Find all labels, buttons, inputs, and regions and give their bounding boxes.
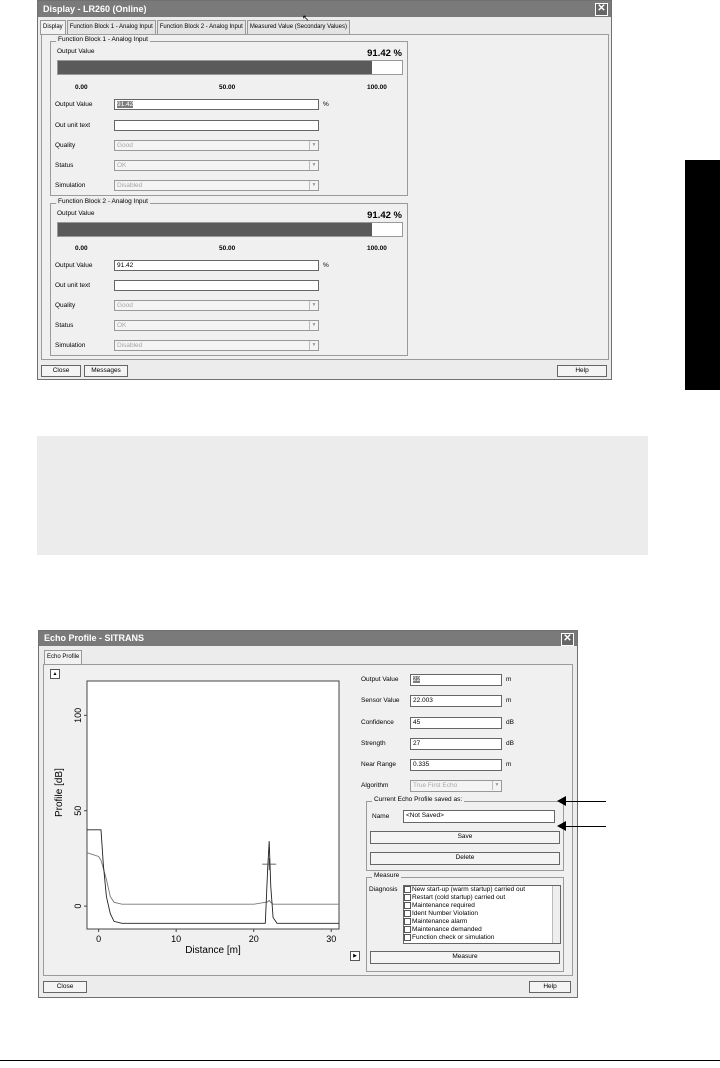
near-range-label: Near Range: [361, 761, 397, 768]
measure-legend: Measure: [374, 872, 400, 879]
out-unit-text-label: Out unit text: [55, 282, 91, 289]
diagnosis-item[interactable]: [404, 894, 560, 902]
chevron-down-icon: ▼: [309, 301, 318, 310]
algorithm-label: Algorithm: [361, 782, 389, 789]
chevron-down-icon: ▼: [309, 181, 318, 190]
tick-label: 100.00: [367, 84, 387, 91]
bar-value-text: 91.42 %: [367, 48, 402, 59]
status-value: OK: [117, 322, 127, 329]
strength-label: Strength: [361, 740, 386, 747]
x-axis-label: Distance [m]: [185, 945, 241, 956]
status-label: Status: [55, 322, 74, 329]
quality-value: Good: [117, 302, 133, 309]
strength-field[interactable]: 27: [410, 738, 502, 750]
output-value-text: 91.42: [117, 101, 134, 108]
saved-profile-group: [366, 796, 564, 871]
chevron-down-icon: ▼: [492, 781, 501, 790]
display-window-titlebar[interactable]: [38, 1, 611, 17]
output-value-label: Output Value: [55, 262, 93, 269]
diagnosis-text: Maintenance required: [412, 902, 475, 910]
output-value-label: Output Value: [361, 676, 399, 683]
simulation-select[interactable]: [114, 340, 319, 351]
bar-value-text: 91.42 %: [367, 210, 402, 221]
delete-callout-line: [562, 826, 606, 827]
diagnosis-scrollbar[interactable]: [552, 886, 560, 943]
algorithm-select[interactable]: [410, 780, 502, 792]
sensor-value-field[interactable]: 22.003: [410, 695, 502, 707]
output-value-bar-fill: [58, 61, 372, 74]
diagnosis-label: Diagnosis: [369, 886, 398, 893]
help-button[interactable]: Help: [529, 981, 571, 993]
side-tab: [685, 160, 720, 390]
simulation-label: Simulation: [55, 182, 86, 189]
echo-profile-chart[interactable]: [47, 673, 347, 973]
unit-label: m: [506, 676, 512, 683]
confidence-label: Confidence: [361, 719, 394, 726]
tick-label: 0.00: [75, 84, 88, 91]
tick-label: 0.00: [75, 245, 88, 252]
zoom-icon[interactable]: ▲: [50, 669, 60, 679]
delete-button[interactable]: Delete: [370, 852, 560, 865]
echo-panel: [43, 664, 573, 976]
diagnosis-item[interactable]: [404, 934, 560, 942]
output-value-text: 91.42: [117, 262, 134, 269]
checkbox-icon[interactable]: [404, 894, 411, 901]
bar-label: Output Value: [57, 210, 95, 217]
name-field[interactable]: <Not Saved>: [403, 810, 555, 823]
diagnosis-text: Ident Number Violation: [412, 909, 479, 917]
checkbox-icon[interactable]: [404, 918, 411, 925]
tick-label: 50.00: [219, 245, 236, 252]
close-button[interactable]: Close: [41, 365, 81, 377]
arrow-left-icon: [557, 821, 566, 831]
tab-display[interactable]: Display: [40, 20, 66, 35]
diagnosis-text: Function check or simulation: [412, 933, 495, 941]
x-tick-label: 30: [326, 934, 337, 944]
messages-button[interactable]: Messages: [84, 365, 128, 377]
status-value: OK: [117, 162, 127, 169]
zoom-end-icon[interactable]: ▶: [350, 951, 360, 961]
output-value-label: Output Value: [55, 101, 93, 108]
sensor-value-label: Sensor Value: [361, 697, 400, 704]
checkbox-icon[interactable]: [404, 886, 411, 893]
unit-label: %: [323, 262, 329, 269]
chevron-down-icon: ▼: [309, 321, 318, 330]
checkbox-icon[interactable]: [404, 910, 411, 917]
output-value-field[interactable]: [410, 674, 502, 686]
echo-profile-window: [38, 630, 578, 998]
x-tick-label: 0: [96, 934, 102, 944]
tick-label: 100.00: [367, 245, 387, 252]
diagnosis-text: Restart (cold startup) carried out: [412, 894, 506, 902]
arrow-left-icon: [557, 796, 566, 806]
x-tick-label: 10: [171, 934, 182, 944]
echo-window-titlebar[interactable]: [39, 631, 577, 646]
diagnosis-item[interactable]: [404, 926, 560, 934]
output-value-bar: [57, 222, 403, 237]
simulation-label: Simulation: [55, 342, 86, 349]
mouse-pointer-icon: ↖: [302, 13, 310, 23]
checkbox-icon[interactable]: [404, 902, 411, 909]
diagnosis-item[interactable]: [404, 886, 560, 894]
function-block-2-legend: Function Block 2 - Analog Input: [58, 198, 148, 205]
name-label: Name: [372, 813, 390, 820]
simulation-value: Disabled: [117, 342, 143, 349]
measure-button[interactable]: Measure: [370, 951, 560, 964]
simulation-value: Disabled: [117, 182, 143, 189]
diagnosis-item[interactable]: [404, 918, 560, 926]
close-button[interactable]: Close: [43, 981, 87, 993]
tab-measured-value[interactable]: Measured Value (Secondary Values): [247, 20, 350, 35]
chevron-down-icon: ▼: [309, 141, 318, 150]
measure-group: [366, 872, 564, 972]
diagnosis-text: New start-up (warm startup) carried out: [412, 886, 526, 894]
quality-select[interactable]: [114, 300, 319, 311]
output-value-bar: [57, 60, 403, 75]
tab-function-block-1[interactable]: Function Block 1 - Analog Input: [67, 20, 156, 35]
diagnosis-item[interactable]: [404, 910, 560, 918]
unit-label: %: [323, 101, 329, 108]
quality-label: Quality: [55, 302, 76, 309]
out-unit-text-field[interactable]: [114, 280, 319, 291]
out-unit-text-label: Out unit text: [55, 122, 91, 129]
simulation-select[interactable]: [114, 180, 319, 191]
quality-select[interactable]: [114, 140, 319, 151]
status-select[interactable]: [114, 160, 319, 171]
saved-profile-legend: Current Echo Profile saved as:: [374, 796, 463, 803]
y-tick-label: 50: [73, 805, 83, 816]
display-window: [37, 0, 612, 380]
tab-echo-profile[interactable]: Echo Profile: [44, 650, 82, 665]
near-range-field[interactable]: 0.335: [410, 759, 502, 771]
diagnosis-text: Maintenance demanded: [412, 925, 482, 933]
y-tick-label: 100: [73, 707, 83, 723]
help-button[interactable]: Help: [557, 365, 607, 377]
save-callout-line: [562, 801, 606, 802]
close-icon[interactable]: ✕: [561, 633, 574, 646]
y-tick-label: 0: [73, 903, 83, 909]
x-tick-label: 20: [248, 934, 259, 944]
display-window-title: Display - LR260 (Online): [43, 4, 147, 14]
save-button[interactable]: Save: [370, 831, 560, 844]
unit-label: dB: [506, 740, 514, 747]
confidence-field[interactable]: 45: [410, 717, 502, 729]
checkbox-icon[interactable]: [404, 926, 411, 933]
display-panel: [41, 34, 609, 360]
bar-label: Output Value: [57, 48, 95, 55]
out-unit-text-field[interactable]: [114, 120, 319, 131]
status-select[interactable]: [114, 320, 319, 331]
chevron-down-icon: ▼: [309, 341, 318, 350]
checkbox-icon[interactable]: [404, 934, 411, 941]
tick-label: 50.00: [219, 84, 236, 91]
output-value-bar-fill: [58, 223, 372, 236]
diagnosis-list[interactable]: [403, 885, 561, 944]
echo-tabs: [44, 650, 83, 664]
tab-function-block-2[interactable]: Function Block 2 - Analog Input: [157, 20, 246, 35]
output-value-field[interactable]: [114, 260, 319, 271]
function-block-1-legend: Function Block 1 - Analog Input: [58, 36, 148, 43]
plot-area: [87, 681, 339, 929]
unit-label: m: [506, 697, 512, 704]
output-value-field[interactable]: [114, 99, 319, 110]
y-axis-label: Profile [dB]: [54, 768, 65, 818]
algorithm-value: True First Echo: [413, 782, 458, 789]
function-block-1-group: [50, 36, 408, 196]
diagnosis-item[interactable]: [404, 902, 560, 910]
diagnosis-text: Maintenance alarm: [412, 917, 468, 925]
chevron-down-icon: ▼: [309, 161, 318, 170]
echo-window-title: Echo Profile - SITRANS: [44, 633, 145, 643]
output-value-text: 22: [413, 676, 421, 683]
quality-label: Quality: [55, 142, 76, 149]
footer-rule: [0, 1060, 720, 1061]
quality-value: Good: [117, 142, 133, 149]
unit-label: dB: [506, 719, 514, 726]
close-icon[interactable]: ✕: [595, 3, 608, 16]
status-label: Status: [55, 162, 74, 169]
unit-label: m: [506, 761, 512, 768]
note-box: [37, 436, 648, 555]
function-block-2-group: [50, 198, 408, 356]
